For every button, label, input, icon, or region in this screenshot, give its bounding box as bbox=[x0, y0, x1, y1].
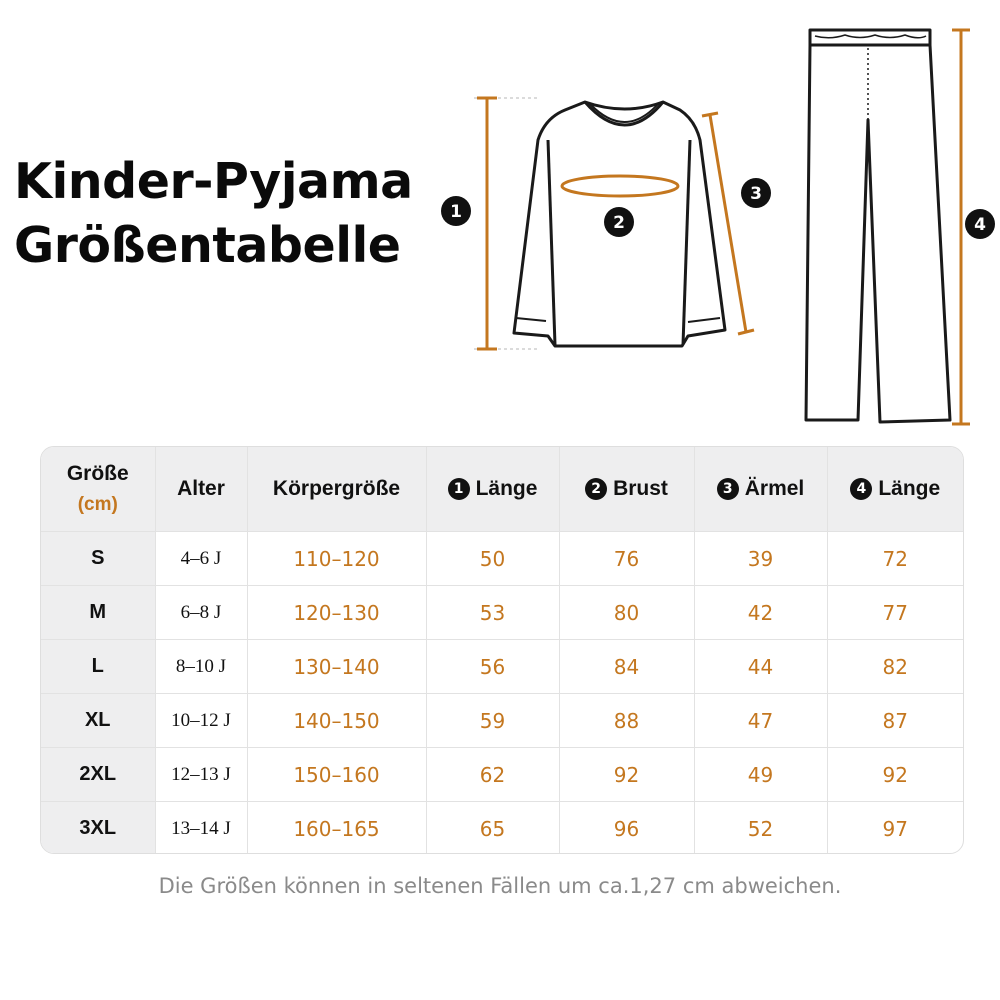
age-cell: 12–13 J bbox=[155, 748, 247, 802]
table-row bbox=[41, 586, 963, 640]
length-top-cell: 50 bbox=[426, 532, 559, 586]
badge-1-icon: 1 bbox=[448, 478, 470, 500]
size-deviation-note: Die Größen können in seltenen Fällen um ca.1,27 cm abweichen. bbox=[158, 874, 842, 898]
table-row bbox=[41, 802, 963, 855]
length-pants-cell: 92 bbox=[827, 748, 963, 802]
chest-cell: 96 bbox=[559, 802, 694, 855]
length-top-cell: 53 bbox=[426, 586, 559, 640]
header-unit-label: (cm) bbox=[77, 494, 118, 515]
length-top-cell: 62 bbox=[426, 748, 559, 802]
height-cell: 150–160 bbox=[247, 748, 426, 802]
age-cell: 4–6 J bbox=[155, 532, 247, 586]
length-top-cell: 65 bbox=[426, 802, 559, 855]
pajama-illustration bbox=[0, 0, 1000, 440]
height-cell: 120–130 bbox=[247, 586, 426, 640]
sleeve-cell: 49 bbox=[694, 748, 827, 802]
table-row bbox=[41, 748, 963, 802]
header-size bbox=[41, 447, 155, 532]
chest-cell: 84 bbox=[559, 640, 694, 694]
height-cell: 130–140 bbox=[247, 640, 426, 694]
marker-4-label: 4 bbox=[974, 215, 986, 235]
chest-cell: 80 bbox=[559, 586, 694, 640]
table-header-row bbox=[41, 447, 963, 532]
age-cell: 10–12 J bbox=[155, 694, 247, 748]
length-pants-cell: 97 bbox=[827, 802, 963, 855]
chest-cell: 92 bbox=[559, 748, 694, 802]
badge-4-icon: 4 bbox=[850, 478, 872, 500]
header-chest-label: Brust bbox=[613, 477, 668, 500]
height-cell: 160–165 bbox=[247, 802, 426, 855]
marker-1-label: 1 bbox=[450, 202, 462, 222]
length-pants-cell: 82 bbox=[827, 640, 963, 694]
marker-2-label: 2 bbox=[613, 213, 625, 233]
header-size-label: Größe bbox=[66, 462, 129, 485]
height-cell: 110–120 bbox=[247, 532, 426, 586]
size-cell: S bbox=[41, 532, 155, 586]
length-pants-cell: 72 bbox=[827, 532, 963, 586]
table-row bbox=[41, 532, 963, 586]
length-top-cell: 56 bbox=[426, 640, 559, 694]
header-length-top bbox=[426, 447, 559, 532]
sleeve-cell: 42 bbox=[694, 586, 827, 640]
size-chart-table bbox=[40, 446, 964, 854]
header-height: Körpergröße bbox=[247, 447, 426, 532]
age-cell: 6–8 J bbox=[155, 586, 247, 640]
title-line-2: Größentabelle bbox=[14, 217, 401, 274]
table-row bbox=[41, 694, 963, 748]
age-cell: 13–14 J bbox=[155, 802, 247, 855]
title-line-1: Kinder-Pyjama bbox=[14, 153, 413, 210]
length-pants-cell: 87 bbox=[827, 694, 963, 748]
header-age: Alter bbox=[155, 447, 247, 532]
header-length-top-label: Länge bbox=[475, 477, 538, 500]
size-cell: XL bbox=[41, 694, 155, 748]
chest-cell: 76 bbox=[559, 532, 694, 586]
age-cell: 8–10 J bbox=[155, 640, 247, 694]
size-cell: L bbox=[41, 640, 155, 694]
sleeve-cell: 44 bbox=[694, 640, 827, 694]
header-length-pants bbox=[827, 447, 963, 532]
header-sleeve-label: Ärmel bbox=[744, 477, 805, 500]
pants-length-measure bbox=[952, 30, 995, 424]
sleeve-cell: 39 bbox=[694, 532, 827, 586]
length-pants-cell: 77 bbox=[827, 586, 963, 640]
pants-drawing bbox=[806, 30, 950, 422]
size-cell: 3XL bbox=[41, 802, 155, 855]
sleeve-cell: 52 bbox=[694, 802, 827, 855]
header-sleeve bbox=[694, 447, 827, 532]
marker-3-label: 3 bbox=[750, 184, 762, 204]
table-row bbox=[41, 640, 963, 694]
size-cell: M bbox=[41, 586, 155, 640]
sleeve-cell: 47 bbox=[694, 694, 827, 748]
badge-3-icon: 3 bbox=[717, 478, 739, 500]
chest-cell: 88 bbox=[559, 694, 694, 748]
badge-2-icon: 2 bbox=[585, 478, 607, 500]
height-cell: 140–150 bbox=[247, 694, 426, 748]
header-length-pants-label: Länge bbox=[878, 477, 941, 500]
header-chest bbox=[559, 447, 694, 532]
size-cell: 2XL bbox=[41, 748, 155, 802]
length-top-cell: 59 bbox=[426, 694, 559, 748]
